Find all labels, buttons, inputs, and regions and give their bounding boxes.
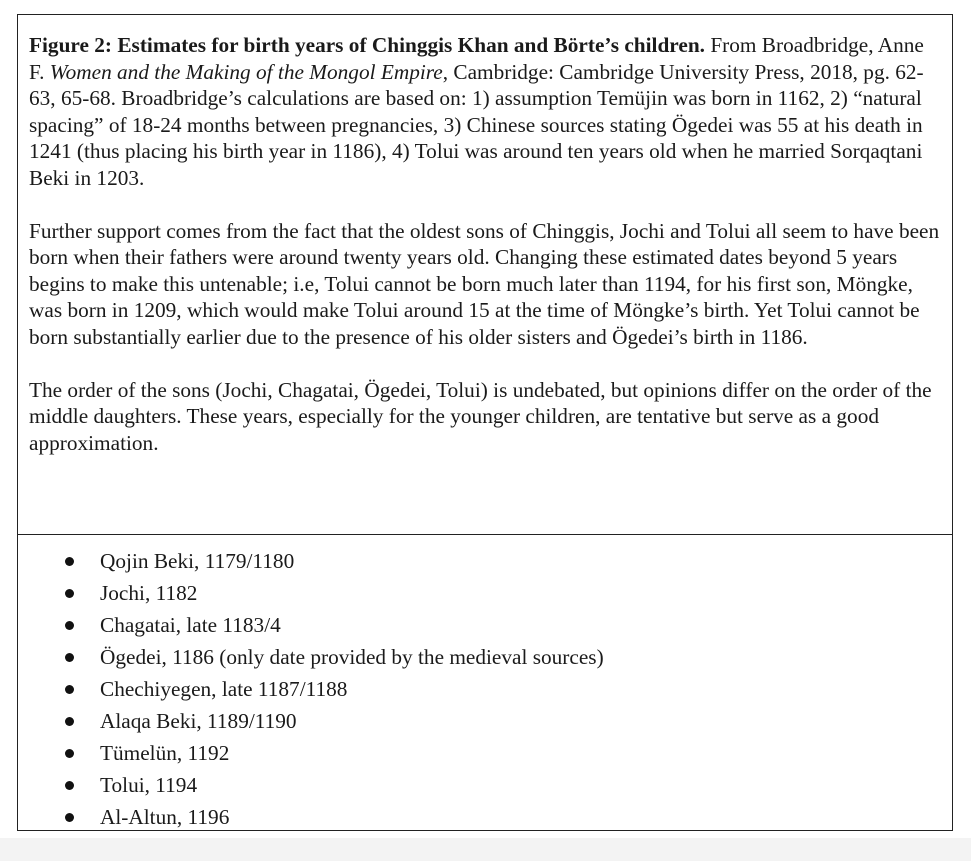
- caption-paragraph-1: [29, 32, 940, 191]
- figure-label: Figure 2: Estimates for birth years of Chinggis Khan and Börte’s children.: [29, 33, 705, 57]
- list-item: [18, 708, 952, 740]
- bullet-icon: [65, 685, 74, 694]
- list-item-text: Qojin Beki, 1179/1180: [100, 549, 295, 573]
- bullet-icon: [65, 717, 74, 726]
- list-item-text: Ögedei, 1186 (only date provided by the medieval sources): [100, 645, 604, 669]
- list-item-text: Al-Altun, 1196: [100, 805, 230, 829]
- figure-table: [17, 14, 953, 831]
- list-item-text: Jochi, 1182: [100, 581, 198, 605]
- list-item: [18, 580, 952, 612]
- list-item: [18, 772, 952, 804]
- bullet-icon: [65, 653, 74, 662]
- bullet-icon: [65, 621, 74, 630]
- bullet-icon: [65, 781, 74, 790]
- list-item: [18, 548, 952, 580]
- list-item: [18, 740, 952, 772]
- list-item-text: Tolui, 1194: [100, 773, 198, 797]
- bullet-icon: [65, 589, 74, 598]
- citation-suffix: , Cambridge: Cambridge University Press, 2018, pg. 62-63, 65-68. Broadbridge’s calculations are based on: 1) assumption Temüjin was born in 1162, 2) “natural spacing” of 18-24 months between pregnancies, 3) Chinese sources stating Ögedei was 55 at his death in 1241 (thus placing his birth year in 1186), 4) Tolui was around ten years old when he married Sorqaqtani Beki in 1203.: [29, 59, 924, 190]
- children-list-cell: [18, 535, 952, 836]
- list-item: [18, 676, 952, 708]
- bullet-icon: [65, 557, 74, 566]
- bullet-icon: [65, 749, 74, 758]
- list-item-text: Alaqa Beki, 1189/1190: [100, 709, 297, 733]
- bullet-icon: [65, 813, 74, 822]
- list-item: [18, 644, 952, 676]
- list-item: [18, 612, 952, 644]
- list-item-text: Tümelün, 1192: [100, 741, 230, 765]
- caption-paragraph-3: The order of the sons (Jochi, Chagatai, Ögedei, Tolui) is undebated, but opinions differ on the order of the middle daughters. These years, especially for the younger children, are tentative but serve as a good approximation.: [29, 377, 932, 455]
- book-title: Women and the Making of the Mongol Empire: [49, 59, 443, 84]
- caption-cell: [18, 15, 952, 535]
- children-list: [18, 548, 952, 836]
- citation-prefix: From Broadbridge, Anne F.: [29, 33, 924, 84]
- list-item: [18, 804, 952, 836]
- caption-paragraph-2: Further support comes from the fact that the oldest sons of Chinggis, Jochi and Tolui all seem to have been born when their fathers were around twenty years old. Changing these estimated dates beyond 5 years begins to make this untenable; i.e, Tolui cannot be born much later than 1194, for his first son, Möngke, was born in 1209, which would make Tolui around 15 at the time of Möngke’s birth. Yet Tolui cannot be born substantially earlier due to the presence of his older sisters and Ögedei’s birth in 1186.: [29, 218, 940, 349]
- list-item-text: Chagatai, late 1183/4: [100, 613, 281, 637]
- list-item-text: Chechiyegen, late 1187/1188: [100, 677, 348, 701]
